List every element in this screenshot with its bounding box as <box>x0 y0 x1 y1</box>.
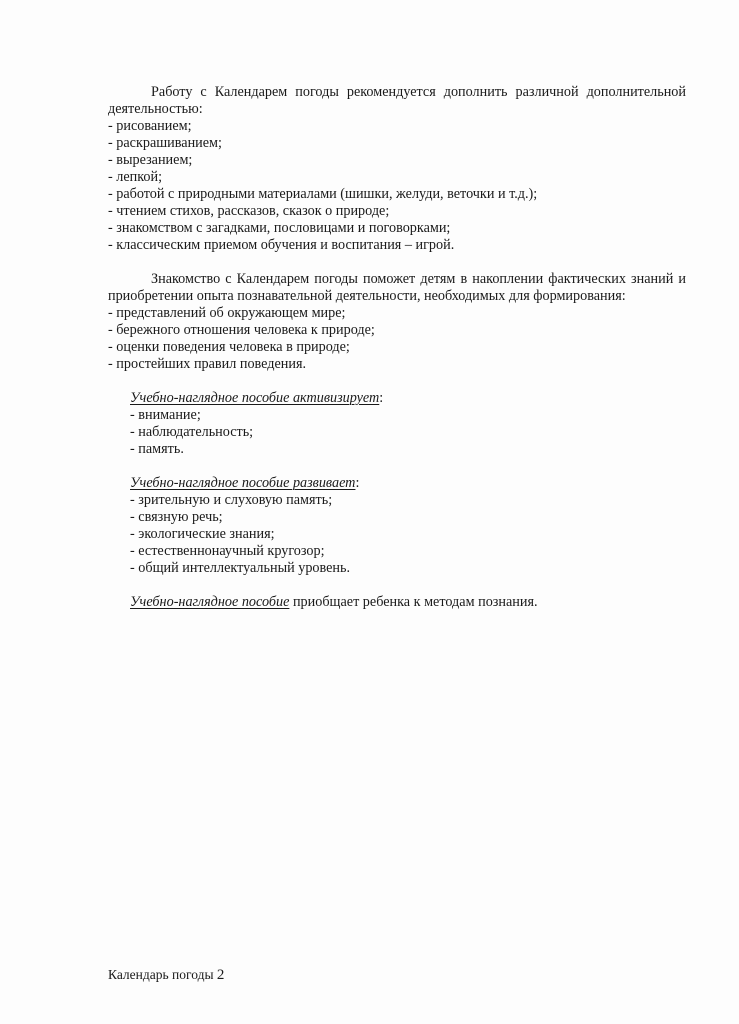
list-item: - оценки поведения человека в природе; <box>108 339 350 355</box>
document-body <box>108 84 686 611</box>
list-item: - знакомством с загадками, пословицами и поговорками; <box>108 220 451 236</box>
list-item: - естественнонаучный кругозор; <box>130 543 325 559</box>
develops-section <box>108 475 686 577</box>
list-item: - бережного отношения человека к природе; <box>108 322 375 338</box>
list-item: - экологические знания; <box>130 526 275 542</box>
list-item: - чтением стихов, рассказов, сказок о природе; <box>108 203 390 219</box>
list-item: - простейших правил поведения. <box>108 356 307 372</box>
activities-list <box>108 118 686 254</box>
list-item: - связную речь; <box>130 509 223 525</box>
activates-heading-line <box>130 390 686 407</box>
activates-section <box>108 390 686 458</box>
footer-label: Календарь погоды <box>108 967 214 982</box>
list-item: - память. <box>130 441 184 457</box>
closing-line <box>108 594 686 611</box>
list-item: - раскрашиванием; <box>108 135 222 151</box>
activates-colon: : <box>379 390 384 406</box>
knowledge-paragraph: Знакомство с Календарем погоды поможет детям в накоплении фактических знаний и приобретении опыта познавательной деятельности, необходимых для формирования: <box>108 271 686 304</box>
knowledge-list <box>108 305 686 373</box>
list-item: - вырезанием; <box>108 152 193 168</box>
develops-list <box>130 492 686 577</box>
list-item: - внимание; <box>130 407 201 423</box>
list-item: - общий интеллектуальный уровень. <box>130 560 351 576</box>
develops-heading: Учебно-наглядное пособие развивает <box>130 475 356 491</box>
list-item: - представлений об окружающем мире; <box>108 305 346 321</box>
list-item: - наблюдательность; <box>130 424 254 440</box>
list-item: - зрительную и слуховую память; <box>130 492 333 508</box>
list-item: - работой с природными материалами (шишки, желуди, веточки и т.д.); <box>108 186 538 202</box>
list-item: - лепкой; <box>108 169 163 185</box>
develops-colon: : <box>355 475 360 491</box>
page-number: 2 <box>216 967 225 983</box>
page-footer <box>108 966 224 984</box>
list-item: - классическим приемом обучения и воспитания – игрой. <box>108 237 455 253</box>
activates-list <box>130 407 686 458</box>
closing-heading: Учебно-наглядное пособие <box>130 594 290 610</box>
intro-paragraph: Работу с Календарем погоды рекомендуется дополнить различной дополнительной деятельностью: <box>108 84 686 117</box>
develops-heading-line <box>130 475 686 492</box>
list-item: - рисованием; <box>108 118 192 134</box>
closing-text: приобщает ребенка к методам познания. <box>289 594 538 610</box>
activates-heading: Учебно-наглядное пособие активизирует <box>130 390 380 406</box>
